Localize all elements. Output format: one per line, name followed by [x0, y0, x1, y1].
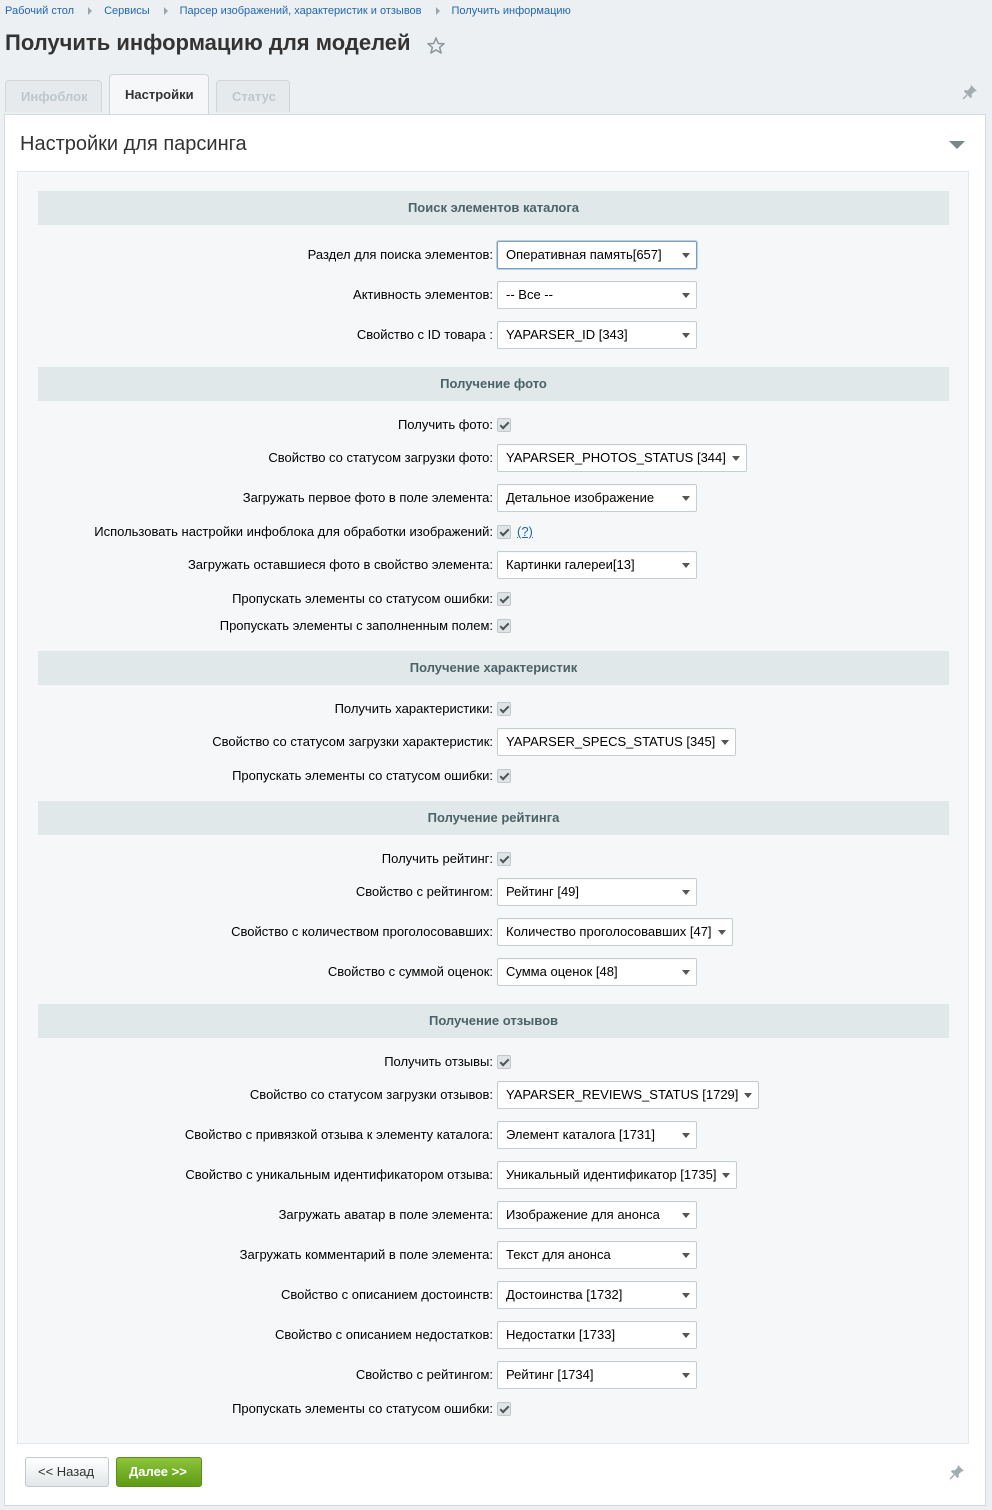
section-header-catalog: Поиск элементов каталога: [38, 191, 949, 225]
photo-skip-error-label: Пропускать элементы со статусом ошибки:: [232, 591, 493, 606]
dropdown-arrow-icon: [682, 1333, 690, 1338]
get-specs-checkbox[interactable]: [497, 702, 511, 716]
breadcrumb-desktop[interactable]: Рабочий стол: [5, 5, 75, 17]
breadcrumb-parser[interactable]: Парсер изображений, характеристик и отзывов: [179, 5, 422, 17]
photo-skip-error-checkbox[interactable]: [497, 592, 511, 606]
help-link[interactable]: (?): [517, 524, 533, 539]
review-rating-value: Рейтинг [1734]: [506, 1367, 594, 1382]
first-photo-label: Загружать первое фото в поле элемента:: [242, 490, 493, 505]
next-button[interactable]: Далее >>: [116, 1457, 202, 1487]
breadcrumb-separator-icon: [88, 7, 92, 15]
dropdown-arrow-icon: [682, 1213, 690, 1218]
tab-infoblock[interactable]: Инфоблок: [5, 80, 102, 112]
activity-select[interactable]: [497, 281, 697, 309]
review-link-value: Элемент каталога [1731]: [506, 1127, 655, 1142]
photo-skip-filled-checkbox[interactable]: [497, 619, 511, 633]
photo-status-label: Свойство со статусом загрузки фото:: [268, 450, 493, 465]
star-icon[interactable]: [426, 36, 446, 56]
id-property-select[interactable]: [497, 321, 697, 349]
review-link-select[interactable]: [497, 1121, 697, 1149]
specs-status-label: Свойство со статусом загрузки характеристик:: [212, 734, 493, 749]
get-reviews-label: Получить отзывы:: [384, 1054, 493, 1069]
iblock-settings-label: Использовать настройки инфоблока для обработки изображений:: [94, 524, 493, 539]
dropdown-arrow-icon: [682, 1373, 690, 1378]
dropdown-arrow-icon: [732, 456, 740, 461]
photo-skip-filled-label: Пропускать элементы с заполненным полем:: [219, 618, 493, 633]
get-reviews-checkbox[interactable]: [497, 1055, 511, 1069]
breadcrumb: [5, 3, 571, 19]
id-property-value: YAPARSER_ID [343]: [506, 327, 628, 342]
cons-property-value: Недостатки [1733]: [506, 1327, 616, 1342]
votes-property-select[interactable]: [497, 918, 733, 946]
iblock-settings-checkbox[interactable]: [497, 525, 511, 539]
page-title: Получить информацию для моделей: [5, 30, 411, 55]
specs-status-select[interactable]: [497, 728, 736, 756]
dropdown-arrow-icon: [718, 930, 726, 935]
section-header-rating: Получение рейтинга: [38, 801, 949, 835]
dropdown-arrow-icon: [722, 1173, 730, 1178]
settings-panel: [4, 114, 986, 1506]
dropdown-arrow-icon: [682, 1293, 690, 1298]
pin-icon[interactable]: [962, 84, 978, 100]
sum-property-select[interactable]: [497, 958, 697, 986]
specs-skip-error-checkbox[interactable]: [497, 769, 511, 783]
back-button[interactable]: << Назад: [25, 1457, 109, 1487]
get-photo-checkbox[interactable]: [497, 418, 511, 432]
cons-property-select[interactable]: [497, 1321, 697, 1349]
specs-skip-error-label: Пропускать элементы со статусом ошибки:: [232, 768, 493, 783]
first-photo-select[interactable]: [497, 484, 697, 512]
avatar-field-label: Загружать аватар в поле элемента:: [278, 1207, 493, 1222]
reviews-skip-error-checkbox[interactable]: [497, 1402, 511, 1416]
breadcrumb-separator-icon: [164, 7, 168, 15]
avatar-field-value: Изображение для анонса: [506, 1207, 660, 1222]
dropdown-arrow-icon: [744, 1093, 752, 1098]
section-header-reviews: Получение отзывов: [38, 1004, 949, 1038]
breadcrumb-current[interactable]: Получить информацию: [451, 5, 571, 17]
get-photo-label: Получить фото:: [397, 417, 493, 432]
review-rating-label: Свойство с рейтингом:: [355, 1367, 493, 1382]
activity-select-value: -- Все --: [506, 287, 553, 302]
section-select[interactable]: [497, 241, 697, 269]
avatar-field-select[interactable]: [497, 1201, 697, 1229]
breadcrumb-services[interactable]: Сервисы: [104, 5, 150, 17]
photo-status-select[interactable]: [497, 444, 747, 472]
rating-property-label: Свойство с рейтингом:: [355, 884, 493, 899]
get-rating-label: Получить рейтинг:: [381, 851, 493, 866]
sum-property-value: Сумма оценок [48]: [506, 964, 618, 979]
votes-property-label: Свойство с количеством проголосовавших:: [231, 924, 493, 939]
dropdown-arrow-icon: [682, 293, 690, 298]
dropdown-arrow-icon: [682, 496, 690, 501]
review-uid-select[interactable]: [497, 1161, 737, 1189]
votes-property-value: Количество проголосовавших [47]: [506, 924, 712, 939]
dropdown-arrow-icon: [682, 253, 690, 258]
dropdown-arrow-icon: [682, 890, 690, 895]
photo-status-value: YAPARSER_PHOTOS_STATUS [344]: [506, 450, 726, 465]
pros-property-select[interactable]: [497, 1281, 697, 1309]
dropdown-arrow-icon: [682, 333, 690, 338]
rating-property-value: Рейтинг [49]: [506, 884, 580, 899]
dropdown-arrow-icon: [682, 970, 690, 975]
breadcrumb-separator-icon: [436, 7, 440, 15]
reviews-status-value: YAPARSER_REVIEWS_STATUS [1729]: [506, 1087, 739, 1102]
dropdown-arrow-icon: [682, 1253, 690, 1258]
panel-title: Настройки для парсинга: [20, 133, 247, 155]
id-property-label: Свойство с ID товара :: [356, 327, 493, 342]
get-rating-checkbox[interactable]: [497, 852, 511, 866]
review-rating-select[interactable]: [497, 1361, 697, 1389]
pin-icon[interactable]: [949, 1464, 965, 1480]
section-select-value: Оперативная память[657]: [506, 247, 662, 262]
comment-field-value: Текст для анонса: [506, 1247, 611, 1262]
tab-settings[interactable]: Настройки: [109, 74, 209, 114]
review-uid-value: Уникальный идентификатор [1735]: [506, 1167, 717, 1182]
section-header-specs: Получение характеристик: [38, 651, 949, 685]
dropdown-arrow-icon: [682, 1133, 690, 1138]
section-select-label: Раздел для поиска элементов:: [307, 247, 493, 262]
specs-status-value: YAPARSER_SPECS_STATUS [345]: [506, 734, 716, 749]
sum-property-label: Свойство с суммой оценок:: [327, 964, 493, 979]
first-photo-value: Детальное изображение: [506, 490, 655, 505]
dropdown-arrow-icon: [682, 563, 690, 568]
rest-photos-label: Загружать оставшиеся фото в свойство элемента:: [187, 557, 493, 572]
tab-status[interactable]: Статус: [216, 80, 290, 112]
get-specs-label: Получить характеристики:: [334, 701, 493, 716]
review-uid-label: Свойство с уникальным идентификатором отзыва:: [185, 1167, 493, 1182]
comment-field-select[interactable]: [497, 1241, 697, 1269]
pros-property-value: Достоинства [1732]: [506, 1287, 623, 1302]
rating-property-select[interactable]: [497, 878, 697, 906]
reviews-status-label: Свойство со статусом загрузки отзывов:: [249, 1087, 493, 1102]
activity-select-label: Активность элементов:: [353, 287, 493, 302]
collapse-arrow-icon[interactable]: [949, 141, 965, 149]
pros-property-label: Свойство с описанием достоинств:: [280, 1287, 493, 1302]
review-link-label: Свойство с привязкой отзыва к элементу каталога:: [184, 1127, 493, 1142]
cons-property-label: Свойство с описанием недостатков:: [274, 1327, 493, 1342]
section-header-photo: Получение фото: [38, 367, 949, 401]
settings-form: [17, 171, 969, 1444]
reviews-status-select[interactable]: [497, 1081, 759, 1109]
dropdown-arrow-icon: [721, 740, 729, 745]
reviews-skip-error-label: Пропускать элементы со статусом ошибки:: [232, 1401, 493, 1416]
rest-photos-select[interactable]: [497, 551, 697, 579]
comment-field-label: Загружать комментарий в поле элемента:: [239, 1247, 493, 1262]
rest-photos-value: Картинки галереи[13]: [506, 557, 635, 572]
